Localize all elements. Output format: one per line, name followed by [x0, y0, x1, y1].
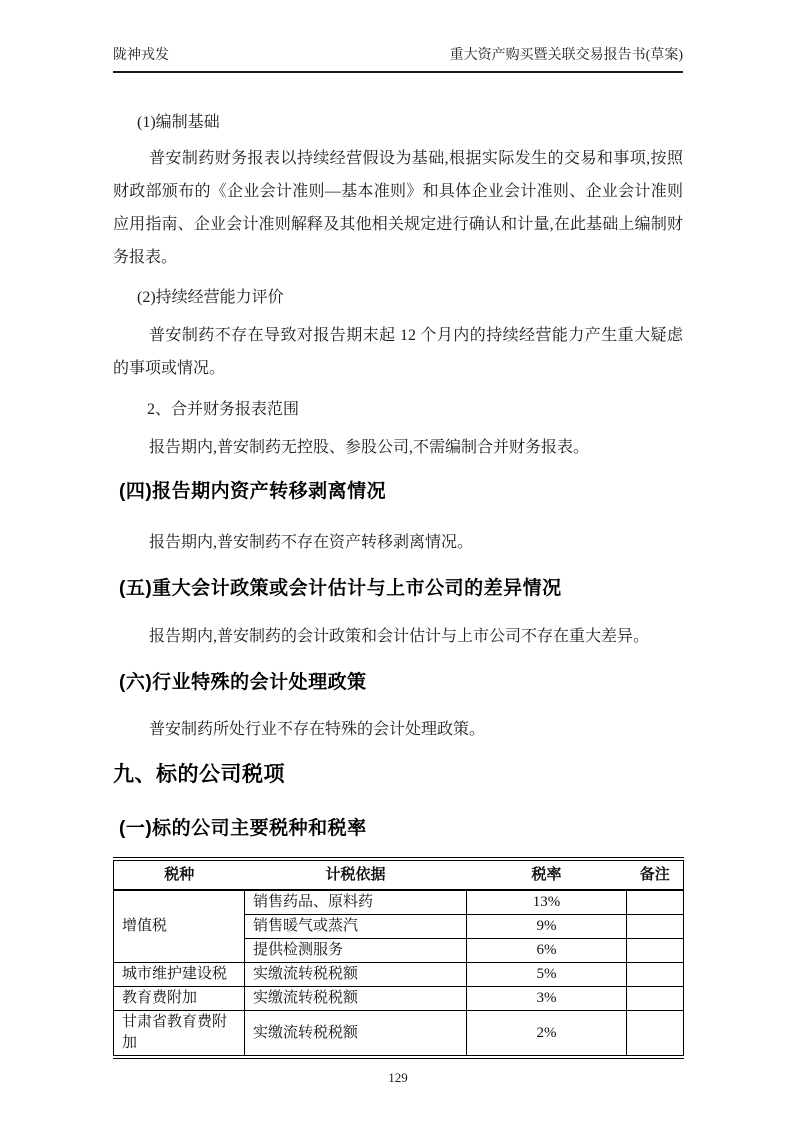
cell-tax-rate: 6%	[467, 939, 627, 963]
cell-tax-basis: 提供检测服务	[245, 939, 467, 963]
section-9-1-heading: (一)标的公司主要税种和税率	[119, 818, 367, 839]
tax-rate-table	[113, 857, 684, 1059]
document-body	[113, 106, 683, 844]
cell-note	[627, 890, 684, 915]
cell-tax-basis: 实缴流转税税额	[245, 1011, 467, 1058]
header-left-title: 陇神戎发	[113, 48, 169, 63]
table-row	[114, 1011, 684, 1058]
paragraph-industry-policy: 普安制药所处行业不存在特殊的会计处理政策。	[149, 721, 486, 738]
paragraph-going-concern: 普安制药不存在导致对报告期末起 12 个月内的持续经营能力产生重大疑虑的事项或情况。	[113, 327, 683, 377]
chapter-9-heading: 九、标的公司税项	[113, 763, 285, 786]
cell-note	[627, 939, 684, 963]
column-header-tax-type: 税种	[114, 859, 245, 890]
section-6-heading: (六)行业特殊的会计处理政策	[119, 672, 367, 693]
paragraph-policy-difference: 报告期内,普安制药的会计政策和会计估计与上市公司不存在重大差异。	[149, 628, 650, 645]
cell-note	[627, 1011, 684, 1058]
item-2-heading: (2)持续经营能力评价	[137, 289, 284, 306]
table-row	[114, 890, 684, 915]
paragraph-consolidation-scope: 报告期内,普安制药无控股、参股公司,不需编制合并财务报表。	[149, 439, 590, 456]
cell-note	[627, 987, 684, 1011]
cell-tax-basis: 实缴流转税税额	[245, 963, 467, 987]
cell-tax-type: 增值税	[114, 890, 245, 963]
paragraph-basis-of-preparation: 普安制药财务报表以持续经营假设为基础,根据实际发生的交易和事项,按照财政部颁布的《企业会计准则—基本准则》和具体企业会计准则、企业会计准则应用指南、企业会计准则解释及其他相关规定进行确认和计量,在此基础上编制财务报表。	[113, 150, 683, 266]
cell-tax-rate: 9%	[467, 915, 627, 939]
item-1-heading: (1)编制基础	[137, 114, 220, 131]
running-header	[113, 46, 683, 73]
cell-tax-basis: 销售药品、原料药	[245, 890, 467, 915]
cell-tax-rate: 2%	[467, 1011, 627, 1058]
column-header-note: 备注	[627, 859, 684, 890]
header-right-title: 重大资产购买暨关联交易报告书(草案)	[449, 48, 683, 63]
cell-tax-rate: 3%	[467, 987, 627, 1011]
section-4-heading: (四)报告期内资产转移剥离情况	[119, 481, 387, 502]
section-5-heading: (五)重大会计政策或会计估计与上市公司的差异情况	[119, 578, 562, 599]
cell-tax-rate: 5%	[467, 963, 627, 987]
cell-tax-rate: 13%	[467, 890, 627, 915]
column-header-tax-rate: 税率	[467, 859, 627, 890]
cell-note	[627, 963, 684, 987]
column-header-tax-basis: 计税依据	[245, 859, 467, 890]
cell-note	[627, 915, 684, 939]
cell-tax-type: 教育费附加	[114, 987, 245, 1011]
table-header-row	[114, 859, 684, 890]
paragraph-asset-transfer: 报告期内,普安制药不存在资产转移剥离情况。	[149, 534, 474, 551]
page-number: 129	[388, 1070, 408, 1085]
cell-tax-type: 甘肃省教育费附加	[114, 1011, 245, 1058]
cell-tax-basis: 销售暖气或蒸汽	[245, 915, 467, 939]
table-row	[114, 963, 684, 987]
table-row	[114, 987, 684, 1011]
cell-tax-basis: 实缴流转税税额	[245, 987, 467, 1011]
cell-tax-type: 城市维护建设税	[114, 963, 245, 987]
item-3-heading: 2、合并财务报表范围	[147, 401, 300, 418]
